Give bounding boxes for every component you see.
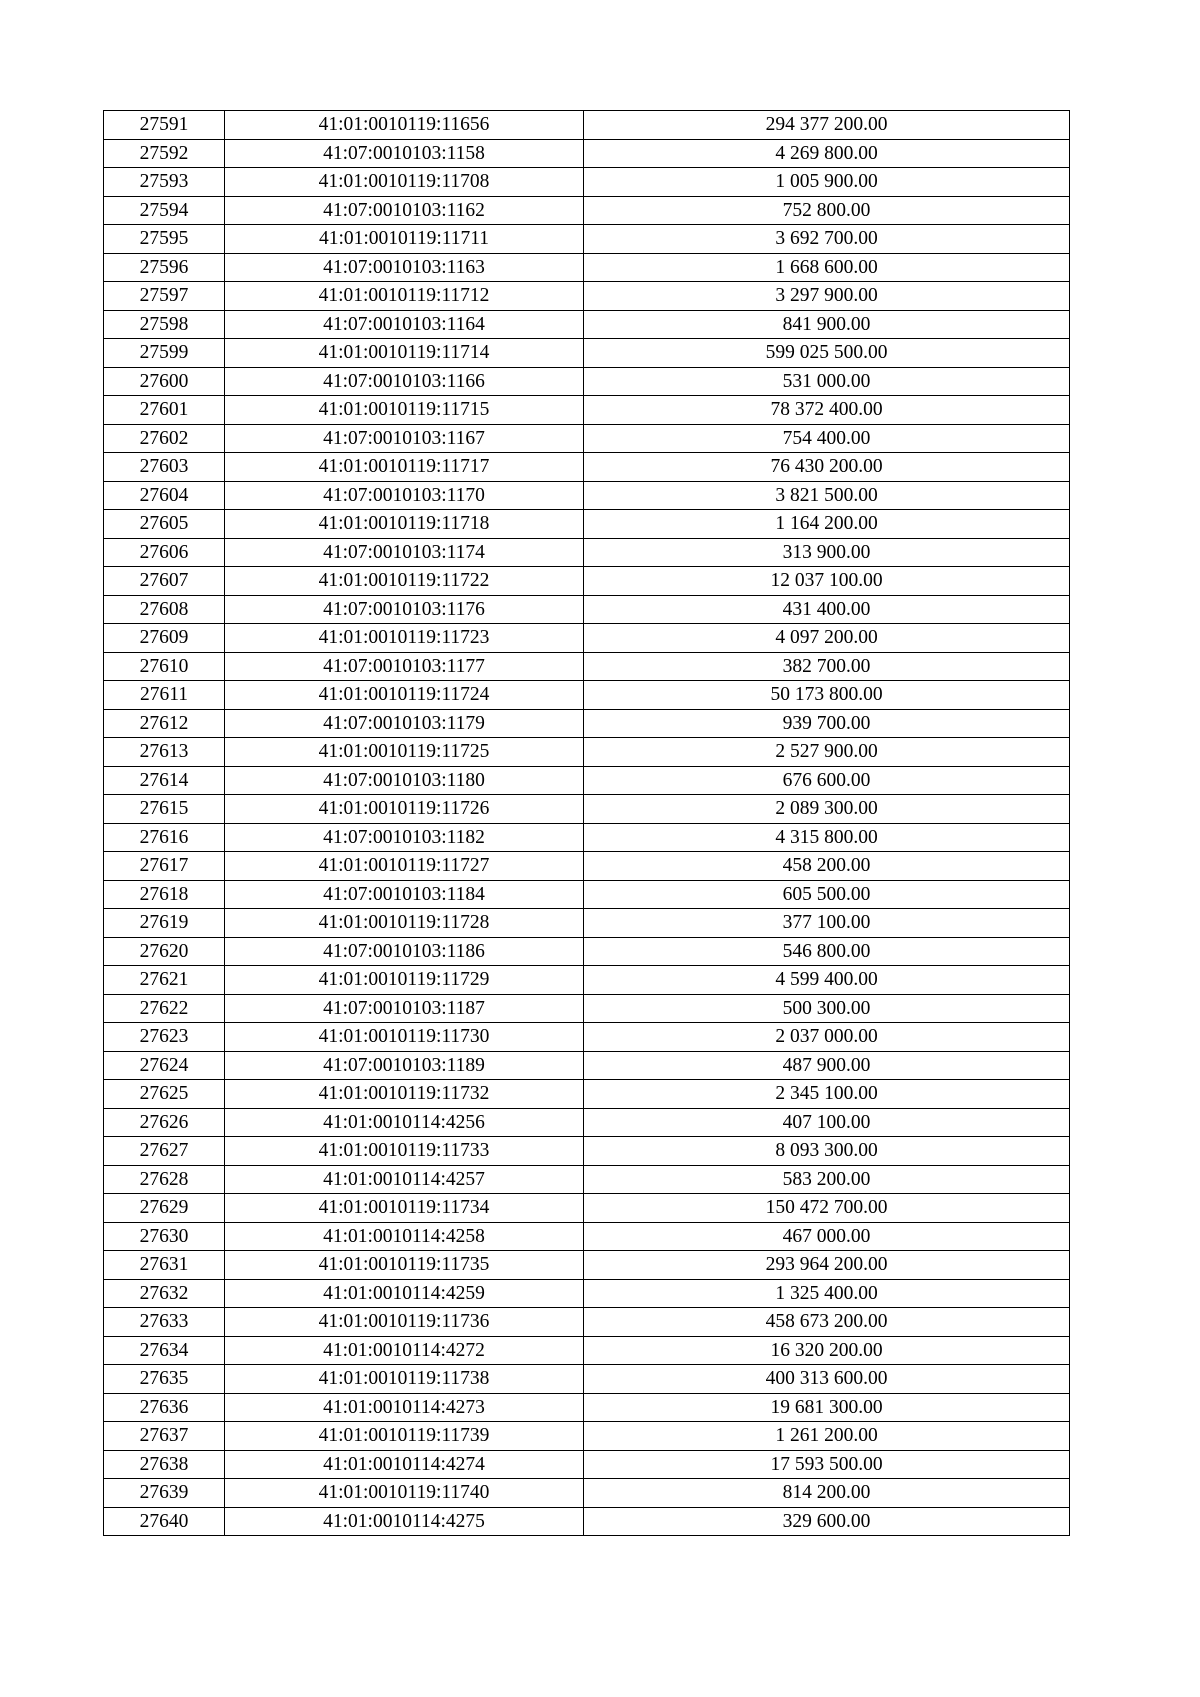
cadastral-number-cell: 41:07:0010103:1164 [225, 310, 584, 339]
cadastral-number-cell: 41:01:0010119:11714 [225, 339, 584, 368]
row-number-cell: 27638 [104, 1450, 225, 1479]
cadastral-value-cell: 583 200.00 [584, 1165, 1070, 1194]
row-number-cell: 27614 [104, 766, 225, 795]
cadastral-value-cell: 1 164 200.00 [584, 510, 1070, 539]
table-row [104, 766, 1070, 795]
cadastral-number-cell: 41:07:0010103:1184 [225, 880, 584, 909]
row-number-cell: 27631 [104, 1251, 225, 1280]
table-row [104, 795, 1070, 824]
row-number-cell: 27640 [104, 1507, 225, 1536]
cadastral-number-cell: 41:07:0010103:1167 [225, 424, 584, 453]
table-row [104, 168, 1070, 197]
cadastral-number-cell: 41:01:0010119:11718 [225, 510, 584, 539]
table-row [104, 709, 1070, 738]
table-row [104, 1165, 1070, 1194]
table-row [104, 852, 1070, 881]
row-number-cell: 27593 [104, 168, 225, 197]
cadastral-number-cell: 41:01:0010119:11656 [225, 111, 584, 140]
row-number-cell: 27602 [104, 424, 225, 453]
cadastral-number-cell: 41:01:0010119:11722 [225, 567, 584, 596]
cadastral-number-cell: 41:07:0010103:1177 [225, 652, 584, 681]
table-row [104, 994, 1070, 1023]
cadastral-number-cell: 41:07:0010103:1170 [225, 481, 584, 510]
table-row [104, 1023, 1070, 1052]
cadastral-value-table [103, 110, 1070, 1536]
cadastral-value-cell: 1 668 600.00 [584, 253, 1070, 282]
row-number-cell: 27625 [104, 1080, 225, 1109]
cadastral-number-cell: 41:01:0010119:11725 [225, 738, 584, 767]
cadastral-value-cell: 50 173 800.00 [584, 681, 1070, 710]
cadastral-value-cell: 329 600.00 [584, 1507, 1070, 1536]
table-row [104, 139, 1070, 168]
row-number-cell: 27617 [104, 852, 225, 881]
row-number-cell: 27596 [104, 253, 225, 282]
cadastral-number-cell: 41:01:0010119:11724 [225, 681, 584, 710]
cadastral-value-cell: 78 372 400.00 [584, 396, 1070, 425]
table-row [104, 823, 1070, 852]
cadastral-value-cell: 814 200.00 [584, 1479, 1070, 1508]
cadastral-value-cell: 599 025 500.00 [584, 339, 1070, 368]
table-body [104, 111, 1070, 1536]
cadastral-value-cell: 431 400.00 [584, 595, 1070, 624]
cadastral-number-cell: 41:07:0010103:1166 [225, 367, 584, 396]
cadastral-value-cell: 2 089 300.00 [584, 795, 1070, 824]
table-row [104, 909, 1070, 938]
table-row [104, 652, 1070, 681]
row-number-cell: 27629 [104, 1194, 225, 1223]
row-number-cell: 27628 [104, 1165, 225, 1194]
cadastral-number-cell: 41:01:0010114:4274 [225, 1450, 584, 1479]
cadastral-number-cell: 41:07:0010103:1182 [225, 823, 584, 852]
cadastral-number-cell: 41:01:0010119:11728 [225, 909, 584, 938]
cadastral-value-cell: 546 800.00 [584, 937, 1070, 966]
cadastral-value-cell: 150 472 700.00 [584, 1194, 1070, 1223]
row-number-cell: 27618 [104, 880, 225, 909]
cadastral-value-cell: 754 400.00 [584, 424, 1070, 453]
row-number-cell: 27624 [104, 1051, 225, 1080]
row-number-cell: 27639 [104, 1479, 225, 1508]
cadastral-value-cell: 16 320 200.00 [584, 1336, 1070, 1365]
cadastral-number-cell: 41:01:0010114:4256 [225, 1108, 584, 1137]
table-row [104, 282, 1070, 311]
cadastral-value-cell: 841 900.00 [584, 310, 1070, 339]
row-number-cell: 27599 [104, 339, 225, 368]
row-number-cell: 27613 [104, 738, 225, 767]
cadastral-value-cell: 19 681 300.00 [584, 1393, 1070, 1422]
cadastral-number-cell: 41:01:0010114:4258 [225, 1222, 584, 1251]
cadastral-value-cell: 1 005 900.00 [584, 168, 1070, 197]
row-number-cell: 27623 [104, 1023, 225, 1052]
cadastral-value-cell: 1 261 200.00 [584, 1422, 1070, 1451]
cadastral-number-cell: 41:01:0010114:4259 [225, 1279, 584, 1308]
row-number-cell: 27594 [104, 196, 225, 225]
table-row [104, 1194, 1070, 1223]
table-row [104, 1108, 1070, 1137]
cadastral-number-cell: 41:01:0010114:4275 [225, 1507, 584, 1536]
cadastral-value-cell: 1 325 400.00 [584, 1279, 1070, 1308]
cadastral-value-cell: 4 315 800.00 [584, 823, 1070, 852]
row-number-cell: 27637 [104, 1422, 225, 1451]
table-row [104, 424, 1070, 453]
cadastral-number-cell: 41:01:0010119:11738 [225, 1365, 584, 1394]
cadastral-number-cell: 41:01:0010119:11736 [225, 1308, 584, 1337]
cadastral-number-cell: 41:01:0010119:11739 [225, 1422, 584, 1451]
cadastral-number-cell: 41:07:0010103:1163 [225, 253, 584, 282]
cadastral-value-cell: 3 297 900.00 [584, 282, 1070, 311]
table-row [104, 339, 1070, 368]
cadastral-value-cell: 2 345 100.00 [584, 1080, 1070, 1109]
cadastral-value-cell: 2 037 000.00 [584, 1023, 1070, 1052]
cadastral-value-cell: 605 500.00 [584, 880, 1070, 909]
cadastral-value-cell: 4 599 400.00 [584, 966, 1070, 995]
cadastral-value-cell: 939 700.00 [584, 709, 1070, 738]
cadastral-number-cell: 41:07:0010103:1176 [225, 595, 584, 624]
cadastral-number-cell: 41:01:0010119:11729 [225, 966, 584, 995]
row-number-cell: 27598 [104, 310, 225, 339]
row-number-cell: 27630 [104, 1222, 225, 1251]
table-row [104, 396, 1070, 425]
row-number-cell: 27612 [104, 709, 225, 738]
cadastral-number-cell: 41:07:0010103:1186 [225, 937, 584, 966]
table-row [104, 225, 1070, 254]
cadastral-number-cell: 41:01:0010119:11733 [225, 1137, 584, 1166]
table-row [104, 510, 1070, 539]
table-row [104, 1222, 1070, 1251]
table-row [104, 738, 1070, 767]
table-row [104, 1479, 1070, 1508]
cadastral-value-cell: 382 700.00 [584, 652, 1070, 681]
cadastral-number-cell: 41:07:0010103:1174 [225, 538, 584, 567]
table-row [104, 966, 1070, 995]
row-number-cell: 27603 [104, 453, 225, 482]
table-row [104, 567, 1070, 596]
table-row [104, 1051, 1070, 1080]
cadastral-value-cell: 458 200.00 [584, 852, 1070, 881]
table-row [104, 1251, 1070, 1280]
row-number-cell: 27636 [104, 1393, 225, 1422]
cadastral-value-cell: 500 300.00 [584, 994, 1070, 1023]
row-number-cell: 27606 [104, 538, 225, 567]
cadastral-value-cell: 76 430 200.00 [584, 453, 1070, 482]
cadastral-value-cell: 4 269 800.00 [584, 139, 1070, 168]
cadastral-number-cell: 41:07:0010103:1179 [225, 709, 584, 738]
table-row [104, 1422, 1070, 1451]
row-number-cell: 27615 [104, 795, 225, 824]
cadastral-value-cell: 4 097 200.00 [584, 624, 1070, 653]
cadastral-number-cell: 41:01:0010119:11734 [225, 1194, 584, 1223]
cadastral-number-cell: 41:01:0010119:11711 [225, 225, 584, 254]
cadastral-value-cell: 676 600.00 [584, 766, 1070, 795]
cadastral-number-cell: 41:01:0010119:11732 [225, 1080, 584, 1109]
row-number-cell: 27604 [104, 481, 225, 510]
cadastral-number-cell: 41:01:0010119:11712 [225, 282, 584, 311]
cadastral-value-cell: 3 821 500.00 [584, 481, 1070, 510]
cadastral-number-cell: 41:01:0010119:11730 [225, 1023, 584, 1052]
cadastral-value-cell: 293 964 200.00 [584, 1251, 1070, 1280]
cadastral-number-cell: 41:01:0010119:11727 [225, 852, 584, 881]
row-number-cell: 27605 [104, 510, 225, 539]
row-number-cell: 27608 [104, 595, 225, 624]
cadastral-number-cell: 41:07:0010103:1180 [225, 766, 584, 795]
cadastral-value-cell: 17 593 500.00 [584, 1450, 1070, 1479]
row-number-cell: 27619 [104, 909, 225, 938]
cadastral-value-cell: 467 000.00 [584, 1222, 1070, 1251]
cadastral-value-cell: 2 527 900.00 [584, 738, 1070, 767]
cadastral-value-cell: 752 800.00 [584, 196, 1070, 225]
row-number-cell: 27595 [104, 225, 225, 254]
cadastral-value-cell: 531 000.00 [584, 367, 1070, 396]
cadastral-value-cell: 8 093 300.00 [584, 1137, 1070, 1166]
table-row [104, 253, 1070, 282]
row-number-cell: 27610 [104, 652, 225, 681]
cadastral-value-cell: 377 100.00 [584, 909, 1070, 938]
cadastral-number-cell: 41:07:0010103:1187 [225, 994, 584, 1023]
table-row [104, 310, 1070, 339]
cadastral-value-cell: 400 313 600.00 [584, 1365, 1070, 1394]
row-number-cell: 27635 [104, 1365, 225, 1394]
row-number-cell: 27601 [104, 396, 225, 425]
table-row [104, 937, 1070, 966]
cadastral-value-cell: 313 900.00 [584, 538, 1070, 567]
row-number-cell: 27609 [104, 624, 225, 653]
table-row [104, 481, 1070, 510]
table-row [104, 624, 1070, 653]
cadastral-number-cell: 41:01:0010119:11708 [225, 168, 584, 197]
table-row [104, 111, 1070, 140]
row-number-cell: 27600 [104, 367, 225, 396]
cadastral-number-cell: 41:01:0010114:4272 [225, 1336, 584, 1365]
table-row [104, 880, 1070, 909]
row-number-cell: 27626 [104, 1108, 225, 1137]
cadastral-value-cell: 487 900.00 [584, 1051, 1070, 1080]
row-number-cell: 27607 [104, 567, 225, 596]
table-row [104, 1507, 1070, 1536]
table-row [104, 1365, 1070, 1394]
table-row [104, 681, 1070, 710]
table-row [104, 1393, 1070, 1422]
table-row [104, 453, 1070, 482]
row-number-cell: 27621 [104, 966, 225, 995]
table-row [104, 1308, 1070, 1337]
row-number-cell: 27633 [104, 1308, 225, 1337]
table-row [104, 538, 1070, 567]
cadastral-number-cell: 41:01:0010114:4257 [225, 1165, 584, 1194]
table-row [104, 1080, 1070, 1109]
cadastral-number-cell: 41:01:0010119:11735 [225, 1251, 584, 1280]
table-row [104, 1336, 1070, 1365]
cadastral-number-cell: 41:01:0010119:11717 [225, 453, 584, 482]
table-row [104, 1279, 1070, 1308]
cadastral-value-cell: 458 673 200.00 [584, 1308, 1070, 1337]
cadastral-value-cell: 12 037 100.00 [584, 567, 1070, 596]
row-number-cell: 27632 [104, 1279, 225, 1308]
cadastral-number-cell: 41:01:0010119:11726 [225, 795, 584, 824]
table-row [104, 196, 1070, 225]
cadastral-value-cell: 3 692 700.00 [584, 225, 1070, 254]
table-row [104, 367, 1070, 396]
cadastral-value-cell: 294 377 200.00 [584, 111, 1070, 140]
table-row [104, 1450, 1070, 1479]
row-number-cell: 27591 [104, 111, 225, 140]
cadastral-value-cell: 407 100.00 [584, 1108, 1070, 1137]
row-number-cell: 27611 [104, 681, 225, 710]
row-number-cell: 27627 [104, 1137, 225, 1166]
row-number-cell: 27597 [104, 282, 225, 311]
cadastral-number-cell: 41:07:0010103:1158 [225, 139, 584, 168]
row-number-cell: 27622 [104, 994, 225, 1023]
cadastral-number-cell: 41:01:0010119:11715 [225, 396, 584, 425]
cadastral-number-cell: 41:01:0010119:11723 [225, 624, 584, 653]
row-number-cell: 27616 [104, 823, 225, 852]
row-number-cell: 27592 [104, 139, 225, 168]
table-row [104, 1137, 1070, 1166]
cadastral-number-cell: 41:07:0010103:1189 [225, 1051, 584, 1080]
cadastral-number-cell: 41:01:0010114:4273 [225, 1393, 584, 1422]
table-row [104, 595, 1070, 624]
cadastral-number-cell: 41:07:0010103:1162 [225, 196, 584, 225]
row-number-cell: 27620 [104, 937, 225, 966]
row-number-cell: 27634 [104, 1336, 225, 1365]
cadastral-number-cell: 41:01:0010119:11740 [225, 1479, 584, 1508]
